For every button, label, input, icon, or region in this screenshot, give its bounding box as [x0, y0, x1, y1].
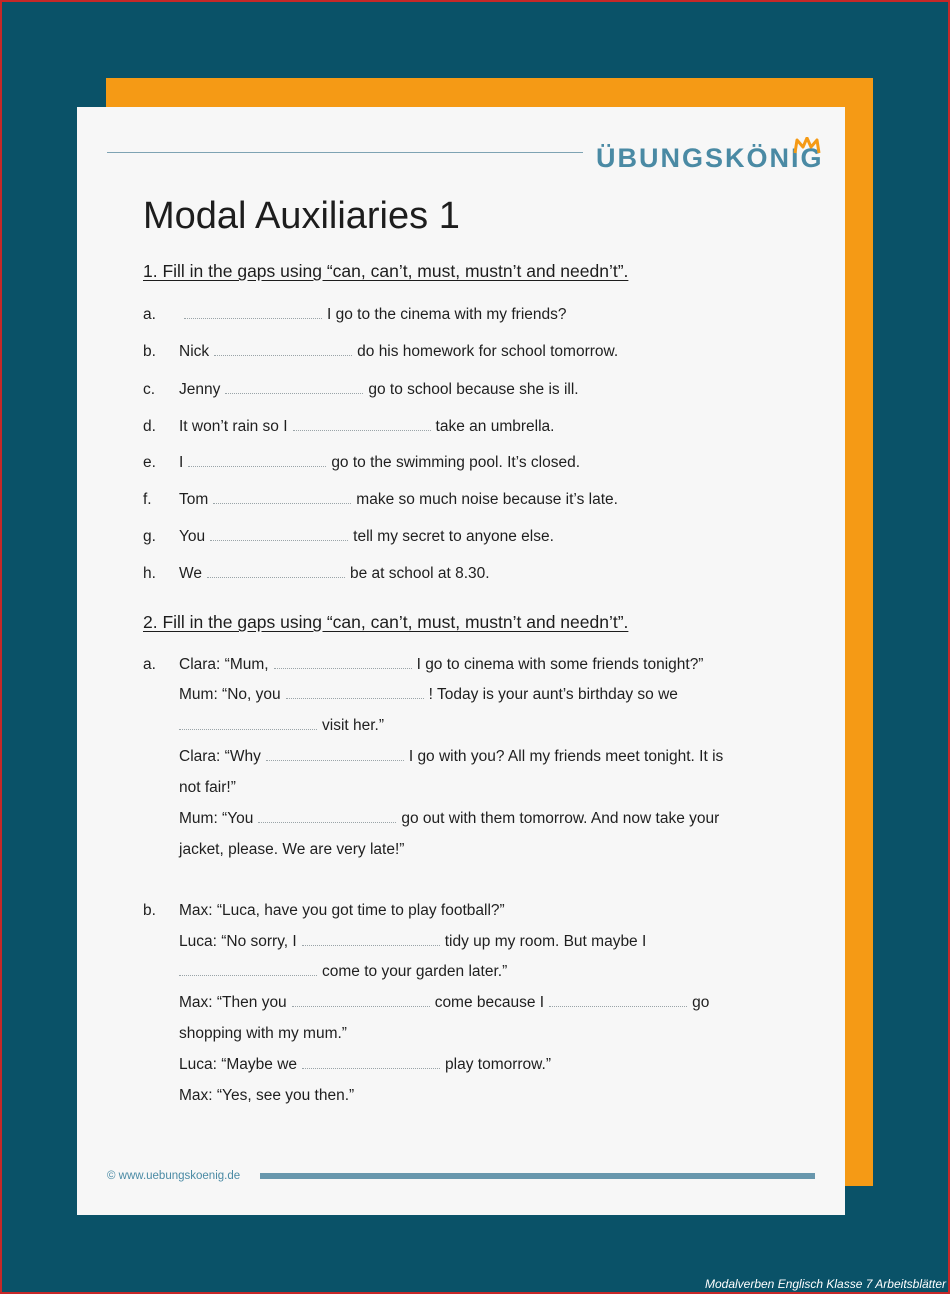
dialog-b-line: shopping with my mum.” — [179, 1025, 347, 1042]
dialog-text: go out with them tomorrow. And now take your — [401, 810, 720, 827]
item-text: I — [179, 454, 184, 471]
item-letter: c. — [143, 381, 156, 398]
answer-gap[interactable] — [210, 539, 348, 541]
answer-gap[interactable] — [293, 429, 431, 431]
worksheet-page — [77, 107, 845, 1215]
dialog-text: Luca: “No sorry, I — [179, 933, 297, 950]
dialog-text: Mum: “No, you — [179, 686, 281, 703]
answer-gap[interactable] — [214, 354, 352, 356]
brand-logo: ÜBUNGSKÖNIG — [596, 143, 824, 173]
item-text: I go to the cinema with my friends? — [327, 306, 567, 323]
exercise-item-h — [143, 565, 490, 583]
dialog-b-line — [179, 994, 709, 1012]
answer-gap[interactable] — [207, 576, 345, 578]
dialog-a-letter: a. — [143, 656, 156, 673]
exercise-item-c — [143, 381, 579, 399]
item-letter: f. — [143, 491, 152, 508]
answer-gap[interactable] — [302, 944, 440, 946]
item-text: do his homework for school tomorrow. — [357, 343, 619, 360]
image-caption: Modalverben Englisch Klasse 7 Arbeitsblätter — [704, 1277, 946, 1291]
dialog-a-line — [179, 717, 384, 735]
item-letter: h. — [143, 565, 156, 582]
dialog-text: ! Today is your aunt’s birthday so we — [428, 686, 678, 703]
dialog-b-line: Max: “Luca, have you got time to play football?” — [179, 902, 505, 919]
crown-icon — [793, 137, 821, 155]
item-text: Tom — [179, 491, 209, 508]
dialog-a-line — [179, 810, 719, 828]
dialog-text: play tomorrow.” — [445, 1056, 551, 1073]
answer-gap[interactable] — [266, 759, 404, 761]
dialog-text: Max: “Then you — [179, 994, 287, 1011]
dialog-text: Clara: “Why — [179, 748, 261, 765]
item-text: It won’t rain so I — [179, 418, 288, 435]
dialog-text: I go to cinema with some friends tonight?” — [416, 656, 704, 673]
dialog-text: I go with you? All my friends meet tonight. It is — [408, 748, 724, 765]
exercise-item-b — [143, 343, 618, 361]
answer-gap[interactable] — [292, 1005, 430, 1007]
item-text: You — [179, 528, 206, 545]
dialog-b-letter: b. — [143, 902, 156, 919]
dialog-text: come because I — [434, 994, 545, 1011]
exercise-item-d — [143, 418, 554, 436]
page-title: Modal Auxiliaries 1 — [143, 195, 460, 237]
section-2-heading: 2. Fill in the gaps using “can, can’t, must, mustn’t and needn’t”. — [143, 612, 629, 632]
dialog-b-line — [179, 963, 507, 981]
dialog-b-line — [179, 933, 646, 951]
item-text: go to school because she is ill. — [368, 381, 579, 398]
item-letter: a. — [143, 306, 156, 323]
dialog-text: Mum: “You — [179, 810, 254, 827]
dialog-a-line — [179, 686, 678, 704]
item-text: make so much noise because it’s late. — [356, 491, 618, 508]
answer-gap[interactable] — [258, 821, 396, 823]
item-text: tell my secret to anyone else. — [353, 528, 554, 545]
item-text: Nick — [179, 343, 210, 360]
exercise-item-f — [143, 491, 618, 509]
item-text: We — [179, 565, 202, 582]
footer-bar — [260, 1173, 815, 1179]
answer-gap[interactable] — [188, 465, 326, 467]
dialog-text: come to your garden later.” — [322, 963, 508, 980]
exercise-item-g — [143, 528, 554, 546]
answer-gap[interactable] — [225, 392, 363, 394]
dialog-text: Clara: “Mum, — [179, 656, 269, 673]
dialog-a-line — [179, 656, 703, 674]
item-letter: e. — [143, 454, 156, 471]
answer-gap[interactable] — [274, 667, 412, 669]
dialog-a-line — [179, 748, 723, 766]
footer-url[interactable]: © www.uebungskoenig.de — [107, 1170, 241, 1182]
item-text: go to the swimming pool. It’s closed. — [331, 454, 581, 471]
item-text: be at school at 8.30. — [349, 565, 490, 582]
item-letter: d. — [143, 418, 156, 435]
answer-gap[interactable] — [179, 728, 317, 730]
answer-gap[interactable] — [549, 1005, 687, 1007]
answer-gap[interactable] — [213, 502, 351, 504]
answer-gap[interactable] — [179, 974, 317, 976]
header-rule — [107, 152, 583, 153]
section-1-heading: 1. Fill in the gaps using “can, can’t, must, mustn’t and needn’t”. — [143, 261, 629, 281]
answer-gap[interactable] — [184, 317, 322, 319]
dialog-text: visit her.” — [322, 717, 385, 734]
dialog-a-line: not fair!” — [179, 779, 236, 796]
exercise-item-e — [143, 454, 580, 472]
item-text: Jenny — [179, 381, 221, 398]
dialog-text: Luca: “Maybe we — [179, 1056, 298, 1073]
dialog-b-line — [179, 1056, 551, 1074]
answer-gap[interactable] — [286, 697, 424, 699]
answer-gap[interactable] — [302, 1067, 440, 1069]
item-text: take an umbrella. — [435, 418, 555, 435]
dialog-b-line: Max: “Yes, see you then.” — [179, 1087, 355, 1104]
dialog-text: go — [692, 994, 710, 1011]
item-letter: b. — [143, 343, 156, 360]
dialog-text: tidy up my room. But maybe I — [444, 933, 647, 950]
exercise-item-a — [143, 306, 567, 324]
item-letter: g. — [143, 528, 156, 545]
dialog-a-line: jacket, please. We are very late!” — [179, 841, 405, 858]
